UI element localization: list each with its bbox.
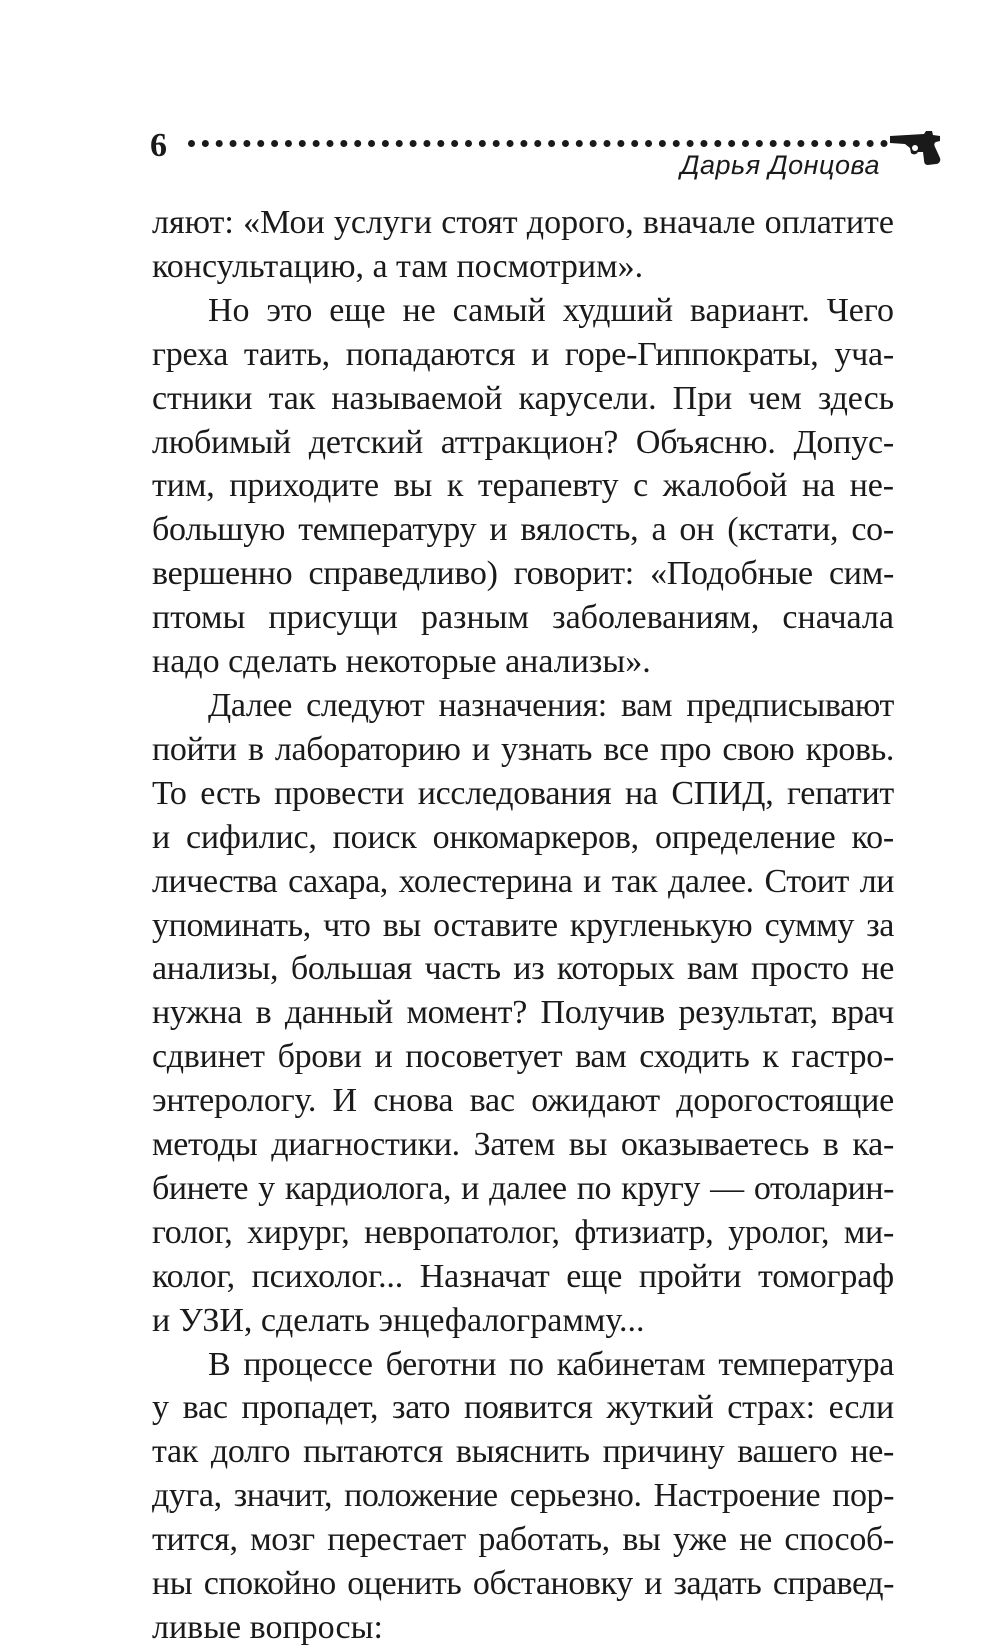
- text-line: и УЗИ, сделать энцефалограмму...: [152, 1301, 645, 1339]
- text-line: и сифилис, поиск онкомаркеров, определение ко-: [152, 818, 894, 856]
- text-line: надо сделать некоторые анализы».: [152, 643, 651, 681]
- text-line: Но это еще не самый худший вариант. Чего: [208, 291, 894, 329]
- text-line: В процессе беготни по кабинетам температура: [208, 1345, 894, 1383]
- text-line: упоминать, что вы оставите кругленькую сумму за: [152, 906, 894, 944]
- text-line: голог, хирург, невропатолог, фтизиатр, уролог, ми-: [152, 1213, 894, 1251]
- paragraph: [152, 684, 894, 1343]
- paragraph: [152, 1343, 894, 1650]
- dotted-rule: [188, 140, 888, 147]
- text-line: вершенно справедливо) говорит: «Подобные сим-: [152, 555, 894, 593]
- text-line: нужна в данный момент? Получив результат, врач: [152, 994, 894, 1032]
- text-line: дуга, значит, положение серьезно. Настроение пор-: [152, 1477, 894, 1515]
- text-line: ливые вопросы:: [152, 1609, 383, 1646]
- text-line: греха таить, попадаются и горе-Гиппократы, уча-: [152, 335, 894, 373]
- text-line: любимый детский аттракцион? Объясню. Допус-: [152, 423, 894, 461]
- text-line: личества сахара, холестерина и так далее. Стоит ли: [152, 862, 894, 900]
- text-line: ляют: «Мои услуги стоят дорого, вначале оплатите: [152, 204, 894, 241]
- paragraph: [152, 201, 894, 289]
- text-line: колог, психолог... Назначат еще пройти томограф: [152, 1257, 894, 1295]
- text-line: Далее следуют назначения: вам предписывают: [208, 686, 894, 724]
- text-line: стники так называемой карусели. При чем здесь: [152, 379, 894, 417]
- revolver-icon: [888, 128, 946, 170]
- page-number: 6: [150, 127, 167, 164]
- text-line: тится, мозг перестает работать, вы уже не способ-: [152, 1521, 894, 1559]
- text-line: бинете у кардиолога, и далее по кругу — отоларин-: [152, 1169, 894, 1207]
- text-line: птомы присущи разным заболеваниям, сначала: [152, 599, 894, 637]
- body-text: [152, 201, 894, 1650]
- text-line: сдвинет брови и посоветует вам сходить к гастро-: [152, 1038, 894, 1076]
- text-line: у вас пропадет, зато появится жуткий страх: если: [152, 1389, 894, 1427]
- text-line: ны спокойно оценить обстановку и задать справед-: [152, 1565, 894, 1603]
- text-line: так долго пытаются выяснить причину вашего не-: [152, 1433, 894, 1471]
- text-line: тим, приходите вы к терапевту с жалобой на не-: [152, 467, 894, 505]
- text-line: методы диагностики. Затем вы оказываетесь в ка-: [152, 1126, 894, 1164]
- text-line: большую температуру и вялость, а он (кстати, со-: [152, 511, 894, 549]
- text-line: консультацию, а там посмотрим».: [152, 247, 644, 285]
- text-line: пойти в лабораторию и узнать все про свою кровь.: [152, 730, 894, 768]
- author-name: Дарья Донцова: [680, 150, 880, 180]
- paragraph: [152, 289, 894, 684]
- text-line: энтерологу. И снова вас ожидают дорогостоящие: [152, 1082, 894, 1120]
- running-header: [150, 118, 950, 188]
- text-line: То есть провести исследования на СПИД, гепатит: [152, 774, 894, 812]
- text-line: анализы, большая часть из которых вам просто не: [152, 950, 894, 988]
